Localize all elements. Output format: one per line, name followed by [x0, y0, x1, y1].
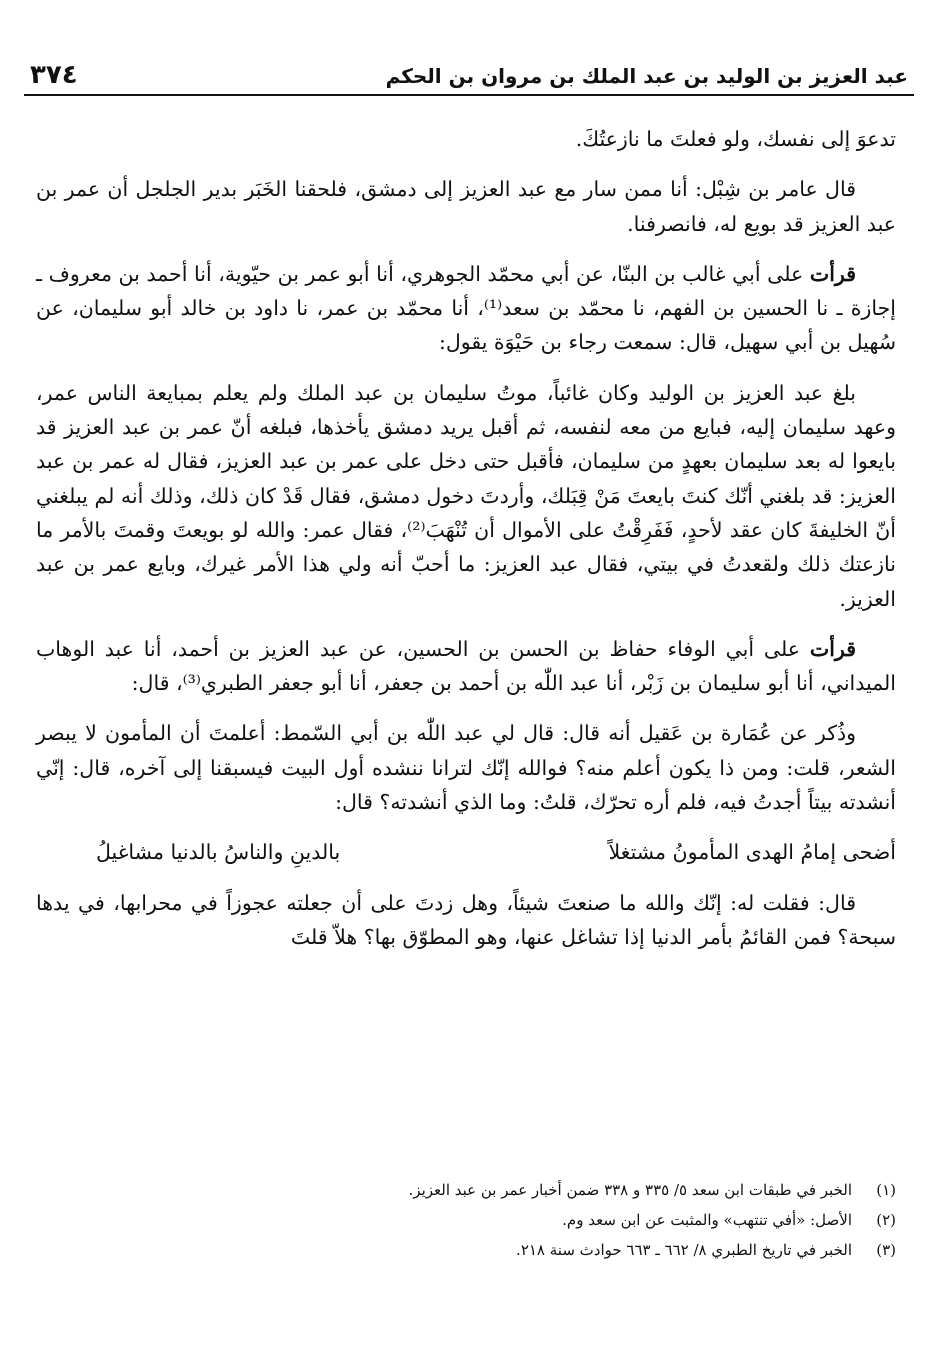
- paragraph-5: [36, 632, 896, 701]
- poetry-verse: [36, 835, 896, 869]
- paragraph-4: بلغ عبد العزيز بن الوليد وكان غائباً، موتُ سليمان بن عبد الملك ولم يعلم بمبايعة الناس عمر، وعهد سليمان إليه، فبايع من معه لنفسه، ثم أقبل يريد دمشق يأخذها، فبلغه أنّ عمر بن عبد العزيز قد بايعوا له بعد سليمان بعهدٍ من سليمان، فأقبل حتى دخل على عمر بن عبد العزيز، فقال له عمر بن عبد العزيز: قد بلغني أنّك كنتَ بايعتَ مَنْ قِبَلك، وأردتَ دخول دمشق، فقال قَدْ كان ذلك، وذلك أنه لم يبلغني أنّ الخليفةَ كان عقد لأحدٍ، فَفَرِقْتُ على الأموال أن تُنْهَبَ⁽²⁾، فقال عمر: والله لو بويعتَ وقمتَ بالأمر ما نازعتك ذلك ولقعدتُ في بيتي، فقال عبد العزيز: ما أحبّ أنه ولي هذا الأمر غيرك، وبايع عمر بن عبد العزيز.: [36, 380, 897, 611]
- page-number: ٣٧٤: [30, 60, 78, 90]
- footnote-number: (٣): [876, 1241, 896, 1259]
- main-text: [36, 122, 896, 970]
- paragraph-6: وذُكر عن عُمَارة بن عَقيل أنه قال: قال لي عبد اللّٰه بن أبي السّمط: أعلمتَ أن المأمون لا يبصر الشعر، قلت: ومن ذا يكون أعلم منه؟ فوالله إنّك لترانا ننشده أول البيت فيسبقنا إلى آخره، قال: إنّي أنشدته بيتاً أجدتُ فيه، فلم أره تحرّك، قلتُ: وما الذي أنشدته؟ قال:: [36, 721, 896, 815]
- footnote-number: (١): [876, 1181, 896, 1199]
- footnote-text: الخبر في طبقات ابن سعد ٥/ ٣٣٥ و ٣٣٨ ضمن أخبار عمر بن عبد العزيز.: [408, 1181, 852, 1199]
- footnote: [36, 1175, 896, 1205]
- footnote: [36, 1205, 896, 1235]
- verse-first-hemistich: أضحى إمامُ الهدى المأمونُ مشتغلاً: [608, 840, 896, 865]
- paragraph-2: قال عامر بن شِبْل: أنا ممن سار مع عبد العزيز إلى دمشق، فلحقنا الخَبَر بدير الجلجل أن عمر بن عبد العزيز قد بويع له، فانصرفنا.: [36, 177, 896, 236]
- paragraph-7: قال: فقلت له: إنّك والله ما صنعتَ شيئاً، وهل زدتَ على أن جعلته عجوزاً في محرابها، في يدها سبحة؟ فمن القائمُ بأمر الدنيا إذا تشاغل عنها، وهو المطوّق بها؟ هلاّ قلتَ: [36, 890, 896, 949]
- running-header: [24, 60, 914, 96]
- footnote-number: (٢): [876, 1211, 896, 1229]
- footnote-text: الخبر في تاريخ الطبري ٨/ ٦٦٢ ـ ٦٦٣ حوادث سنة ٢١٨.: [516, 1241, 852, 1259]
- paragraph-1: تدعوَ إلى نفسك، ولو فعلتَ ما نازعتُكَ.: [575, 127, 896, 151]
- header-title: عبد العزيز بن الوليد بن عبد الملك بن مروان بن الحكم: [385, 64, 908, 88]
- footnote-text: الأصل: «أفي تنتهب» والمثبت عن ابن سعد وم.: [562, 1211, 852, 1229]
- footnote: [36, 1235, 896, 1265]
- paragraph-5-text: على أبي الوفاء حفاظ بن الحسن بن الحسين، عن عبد العزيز بن أحمد، أنا عبد الوهاب الميداني، أنا أبو سليمان بن زَبْر، أنا عبد اللّٰه بن أحمد بن جعفر، أنا أبو جعفر الطبري⁽³⁾، قال:: [36, 636, 896, 696]
- paragraph-5-lead: قرأت: [809, 636, 856, 661]
- footnotes: [36, 1175, 896, 1265]
- paragraph-3: [36, 257, 896, 360]
- paragraph-3-lead: قرأت: [809, 261, 856, 286]
- verse-second-hemistich: بالدينِ والناسُ بالدنيا مشاغيلُ: [96, 840, 341, 865]
- paragraph-3-text: على أبي غالب بن البنّا، عن أبي محمّد الجوهري، أنا أبو عمر بن حيّوية، أنا أحمد بن معروف ـ إجازة ـ نا الحسين بن الفهم، نا محمّد بن سعد⁽¹⁾، أنا محمّد بن عمر، نا داود بن خالد أبو سليمان، عن سُهيل بن أبي سهيل، قال: سمعت رجاء بن حَيْوَة يقول:: [36, 261, 896, 355]
